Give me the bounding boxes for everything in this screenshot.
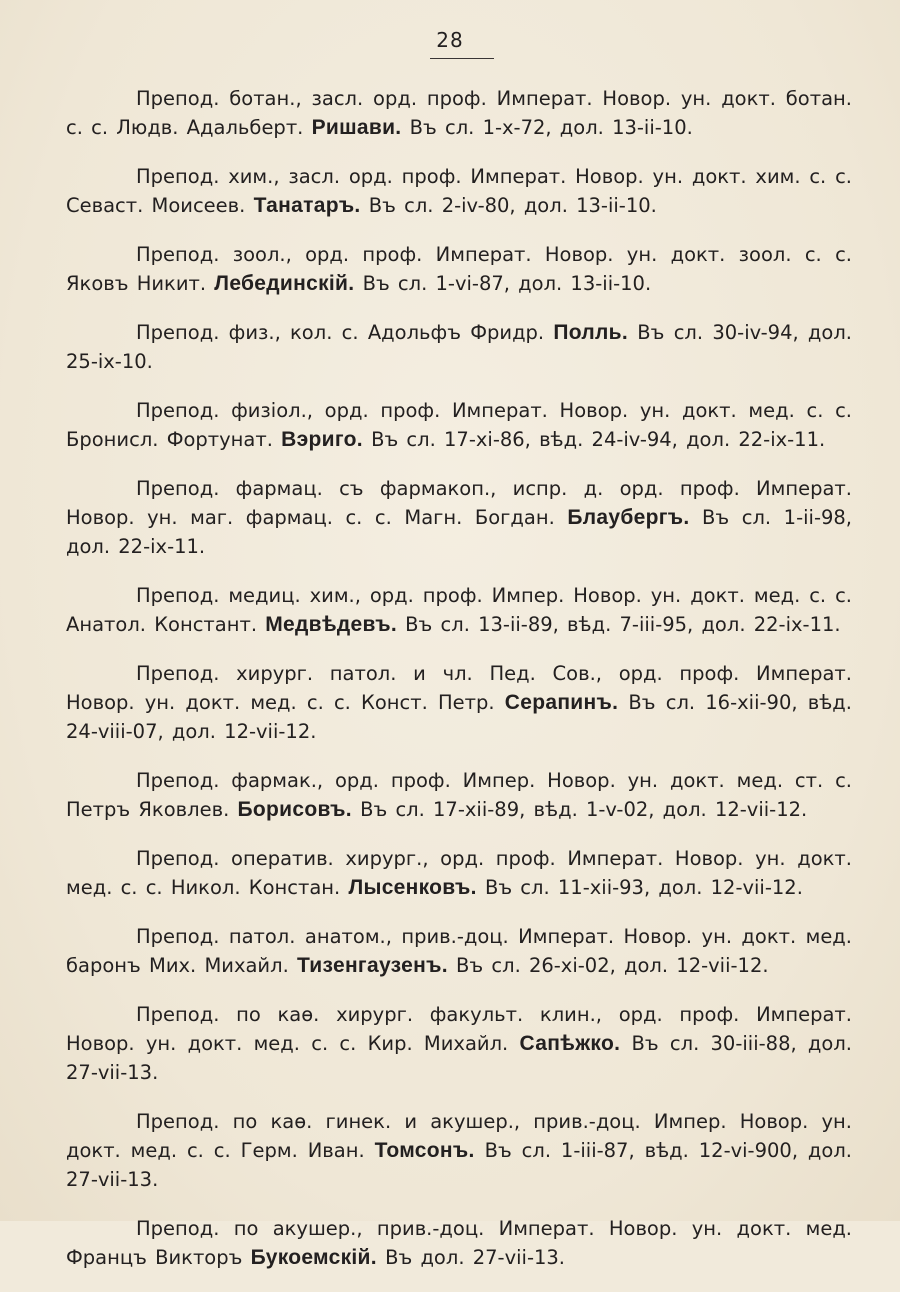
entry-dates: Въ сл. 1-х-72, дол. 13-ii-10. <box>401 116 693 139</box>
entry-description: Препод. фармак., орд. проф. Импер. Новор. ун. докт. мед. ст. с. Петръ Яковлев. <box>66 769 852 821</box>
entry-description: Препод. зоол., орд. проф. Императ. Новор. ун. докт. зоол. с. с. Яковъ Никит. <box>66 243 852 295</box>
staff-entry <box>66 1214 852 1272</box>
entry-dates: Въ сл. 13-ii-89, вѣд. 7-iii-95, дол. 22-ix-11. <box>396 613 841 636</box>
staff-entry <box>66 84 852 142</box>
entry-surname: Букоемскій. <box>250 1246 377 1269</box>
entry-surname: Вэриго. <box>281 428 363 451</box>
staff-entry <box>66 240 852 298</box>
staff-entry <box>66 844 852 902</box>
page-number: 28 <box>436 28 464 52</box>
entry-dates: Въ сл. 26-xi-02, дол. 12-vii-12. <box>447 954 769 977</box>
entry-description: Препод. медиц. хим., орд. проф. Импер. Новор. ун. докт. мед. с. с. Анатол. Констант. <box>66 584 852 636</box>
entry-surname: Сапѣжко. <box>519 1032 621 1055</box>
entry-dates: Въ сл. 1-iii-87, вѣд. 12-vi-900, дол. 27-vii-13. <box>66 1139 852 1191</box>
entry-dates: Въ сл. 1-vi-87, дол. 13-ii-10. <box>354 272 652 295</box>
staff-entry <box>66 581 852 639</box>
entry-surname: Лысенковъ. <box>348 876 477 899</box>
entry-description: Препод. по каѳ. гинек. и акушер., прив.-доц. Импер. Новор. ун. докт. мед. с. с. Герм. Иван. <box>66 1110 852 1162</box>
entry-description: Препод. физіол., орд. проф. Императ. Новор. ун. докт. мед. с. с. Бронисл. Фортунат. <box>66 399 852 451</box>
entry-surname: Полль. <box>553 321 629 344</box>
entry-dates: Въ сл. 1-ii-98, дол. 22-ix-11. <box>66 506 852 558</box>
staff-entry <box>66 318 852 376</box>
entry-dates: Въ сл. 17-xi-86, вѣд. 24-iv-94, дол. 22-ix-11. <box>362 428 826 451</box>
entry-surname: Ришави. <box>311 116 402 139</box>
entry-description: Препод. физ., кол. с. Адольфъ Фридр. <box>136 321 554 344</box>
entry-dates: Въ сл. 2-iv-80, дол. 13-ii-10. <box>360 194 657 217</box>
entry-dates: Въ сл. 30-iii-88, дол. 27-vii-13. <box>66 1032 853 1084</box>
staff-entries-list <box>66 84 852 1292</box>
entry-dates: Въ сл. 16-xii-90, вѣд. 24-viii-07, дол. 12-vii-12. <box>66 691 852 743</box>
entry-description: Препод. хим., засл. орд. проф. Императ. Новор. ун. докт. хим. с. с. Севаст. Моисеев. <box>66 165 852 217</box>
page-number-rule <box>430 58 494 59</box>
entry-dates: Въ сл. 11-xii-93, дол. 12-vii-12. <box>476 876 803 899</box>
entry-dates: Въ сл. 17-xii-89, вѣд. 1-v-02, дол. 12-vii-12. <box>351 798 808 821</box>
entry-description: Препод. по акушер., прив.-доц. Императ. Новор. ун. докт. мед. Францъ Викторъ <box>66 1217 852 1269</box>
staff-entry <box>66 396 852 454</box>
entry-surname: Медвѣдевъ. <box>265 613 397 636</box>
entry-description: Препод. по каѳ. хирург. факульт. клин., орд. проф. Императ. Новор. ун. докт. мед. с. с. Кир. Михайл. <box>66 1003 852 1055</box>
staff-entry <box>66 1000 852 1087</box>
staff-entry <box>66 474 852 561</box>
entry-description: Препод. оператив. хирург., орд. проф. Императ. Новор. ун. докт. мед. с. с. Никол. Констан. <box>66 847 852 899</box>
staff-entry <box>66 162 852 220</box>
entry-surname: Тизенгаузенъ. <box>296 954 448 977</box>
staff-entry <box>66 659 852 746</box>
staff-entry <box>66 1107 852 1194</box>
entry-description: Препод. ботан., засл. орд. проф. Императ. Новор. ун. докт. ботан. с. с. Людв. Адальберт. <box>66 87 852 139</box>
entry-description: Препод. хирург. патол. и чл. Пед. Сов., орд. проф. Императ. Новор. ун. докт. мед. с. с. Конст. Петр. <box>66 662 852 714</box>
entry-surname: Серапинъ. <box>504 691 619 714</box>
entry-description: Препод. фармац. съ фармакоп., испр. д. орд. проф. Императ. Новор. ун. маг. фармац. с. с. Магн. Богдан. <box>66 477 852 529</box>
staff-entry <box>66 922 852 980</box>
entry-surname: Томсонъ. <box>374 1139 475 1162</box>
entry-surname: Борисовъ. <box>237 798 352 821</box>
entry-surname: Блаубергъ. <box>567 506 690 529</box>
entry-description: Препод. патол. анатом., прив.-доц. Императ. Новор. ун. докт. мед. баронъ Мих. Михайл. <box>66 925 852 977</box>
entry-dates: Въ сл. 30-iv-94, дол. 25-ix-10. <box>66 321 853 373</box>
entry-surname: Танатаръ. <box>253 194 361 217</box>
entry-dates: Въ дол. 27-vii-13. <box>376 1246 565 1269</box>
entry-surname: Лебединскій. <box>214 272 355 295</box>
staff-entry <box>66 766 852 824</box>
